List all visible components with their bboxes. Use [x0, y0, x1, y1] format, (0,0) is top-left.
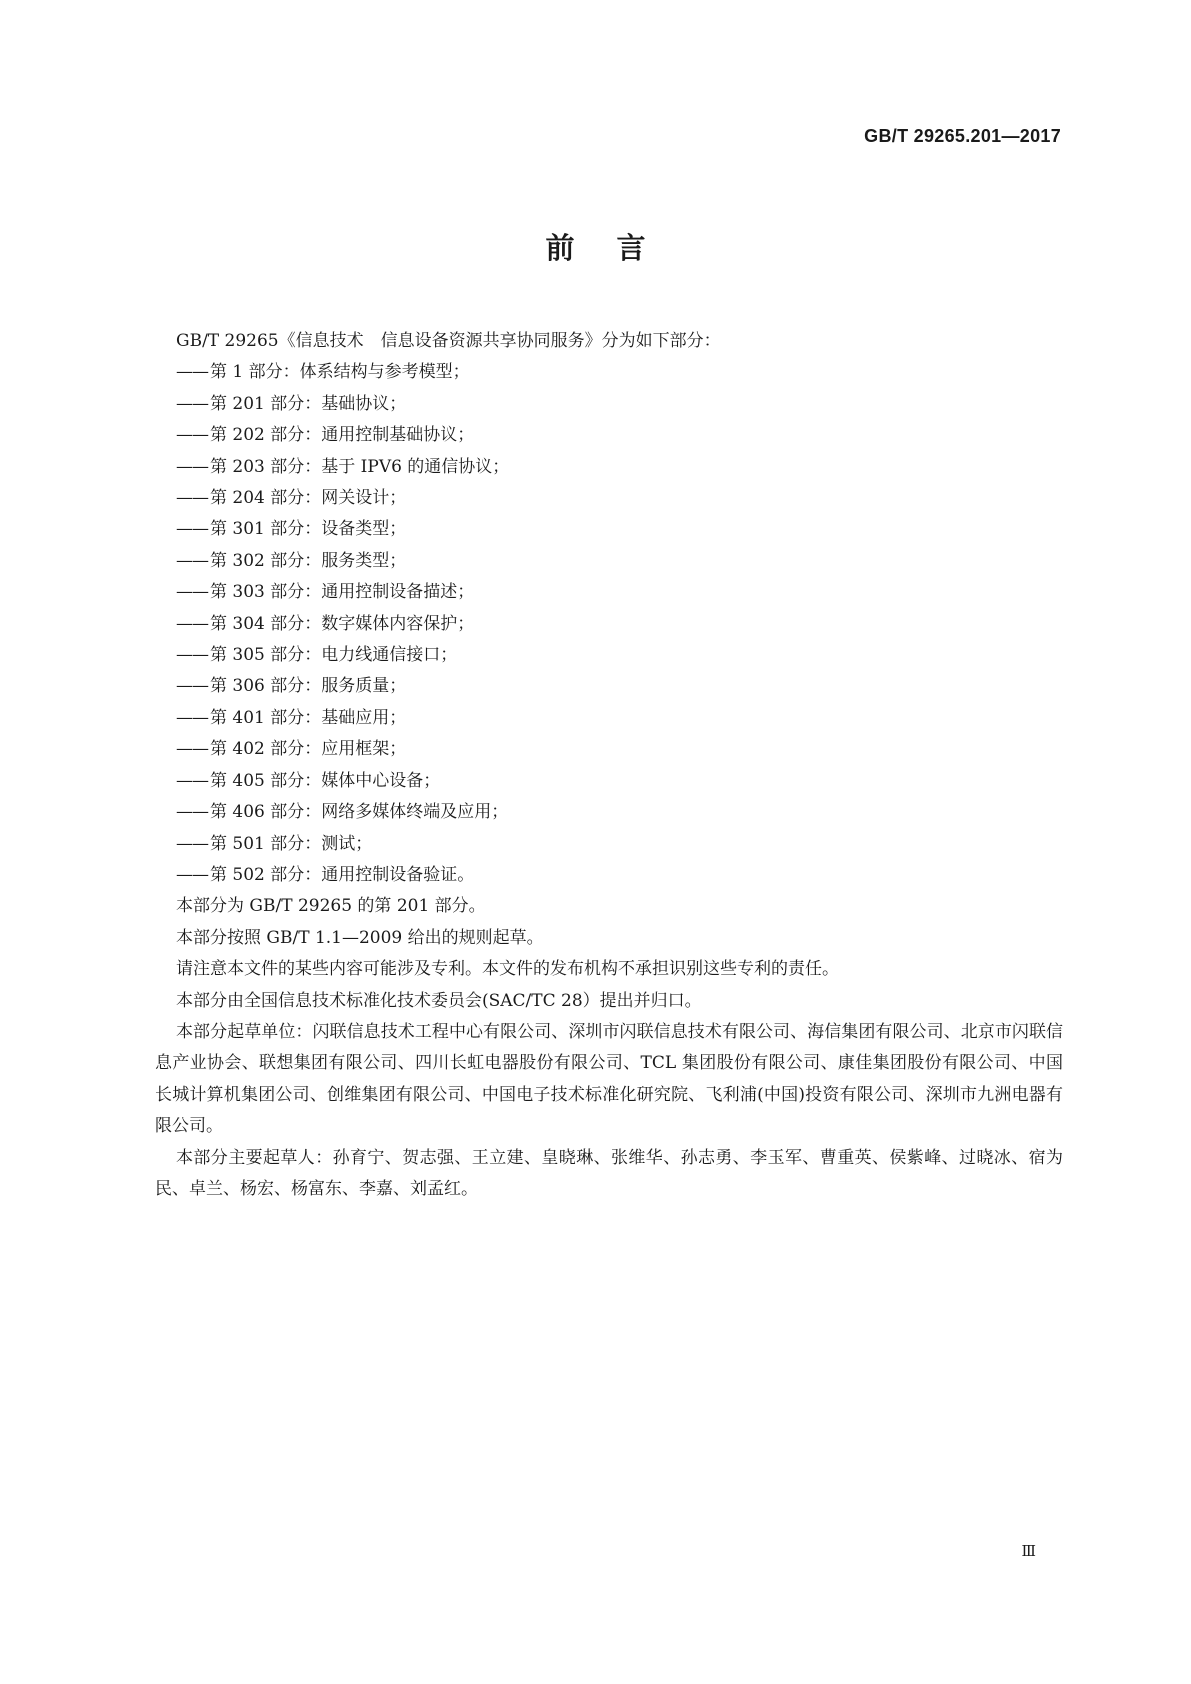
foreword-body — [155, 326, 1063, 1205]
list-item — [176, 671, 1063, 702]
page-number: Ⅲ — [1021, 1542, 1036, 1560]
list-item — [176, 389, 1063, 420]
list-dash: —— — [176, 393, 208, 414]
list-dash: —— — [176, 613, 208, 634]
part-of-statement: 本部分为 GB/T 29265 的第 201 部分。 — [176, 896, 486, 917]
list-dash: —— — [176, 582, 208, 603]
drafting-rules-statement: 本部分按照 GB/T 1.1—2009 给出的规则起草。 — [176, 927, 544, 948]
list-dash: —— — [176, 864, 208, 885]
list-item — [176, 609, 1063, 640]
list-item — [176, 452, 1063, 483]
list-item-text: 第 406 部分：网络多媒体终端及应用； — [210, 802, 509, 823]
intro-paragraph: GB/T 29265《信息技术 信息设备资源共享协同服务》分为如下部分： — [176, 331, 721, 351]
list-item-text: 第 304 部分：数字媒体内容保护； — [210, 613, 475, 634]
list-item — [176, 766, 1063, 797]
list-item-text: 第 301 部分：设备类型； — [210, 519, 407, 540]
list-item — [176, 829, 1063, 860]
list-item-text: 第 203 部分：基于 IPV6 的通信协议； — [210, 456, 510, 477]
list-item-text: 第 201 部分：基础协议； — [210, 393, 407, 414]
list-item-text: 第 502 部分：通用控制设备验证。 — [210, 864, 475, 885]
list-dash: —— — [176, 739, 208, 760]
list-item — [176, 357, 1063, 388]
list-dash: —— — [176, 707, 208, 728]
list-item-text: 第 1 部分：体系结构与参考模型； — [210, 362, 470, 383]
list-item — [176, 483, 1063, 514]
list-item-text: 第 302 部分：服务类型； — [210, 550, 407, 571]
drafting-units-paragraph: 本部分起草单位：闪联信息技术工程中心有限公司、深圳市闪联信息技术有限公司、海信集团有限公司、北京市闪联信息产业协会、联想集团有限公司、四川长虹电器股份有限公司、TCL 集团股份有限公司、康佳集团股份有限公司、中国长城计算机集团公司、创维集团有限公司、中国电子技术标准化研究院、飞利浦(中国)投资有限公司、深圳市九洲电器有限公司。 — [155, 1021, 1063, 1137]
list-dash: —— — [176, 676, 208, 697]
standard-number: GB/T 29265.201—2017 — [864, 126, 1061, 146]
list-item-text: 第 401 部分：基础应用； — [210, 707, 407, 728]
list-item — [176, 420, 1063, 451]
list-item-text: 第 305 部分：电力线通信接口； — [210, 645, 458, 666]
patent-notice: 请注意本文件的某些内容可能涉及专利。本文件的发布机构不承担识别这些专利的责任。 — [176, 959, 839, 980]
proposed-by-statement: 本部分由全国信息技术标准化技术委员会(SAC/TC 28）提出并归口。 — [176, 990, 702, 1011]
list-dash: —— — [176, 362, 208, 383]
list-dash: —— — [176, 425, 208, 446]
list-item — [176, 860, 1063, 891]
list-item-text: 第 501 部分：测试； — [210, 833, 373, 854]
list-dash: —— — [176, 550, 208, 571]
drafters-paragraph: 本部分主要起草人：孙育宁、贺志强、王立建、皇晓琳、张维华、孙志勇、李玉军、曹重英、侯紫峰、过晓冰、宿为民、卓兰、杨宏、杨富东、李嘉、刘孟红。 — [155, 1147, 1063, 1199]
list-dash: —— — [176, 645, 208, 666]
list-item — [176, 797, 1063, 828]
list-item — [176, 514, 1063, 545]
list-item-text: 第 405 部分：媒体中心设备； — [210, 770, 441, 791]
list-item-text: 第 204 部分：网关设计； — [210, 488, 407, 509]
list-dash: —— — [176, 456, 208, 477]
list-dash: —— — [176, 519, 208, 540]
list-item-text: 第 306 部分：服务质量； — [210, 676, 407, 697]
list-item — [176, 577, 1063, 608]
list-item — [176, 546, 1063, 577]
list-dash: —— — [176, 802, 208, 823]
list-item-text: 第 303 部分：通用控制设备描述； — [210, 582, 475, 603]
list-dash: —— — [176, 770, 208, 791]
list-item — [176, 734, 1063, 765]
parts-list — [176, 357, 1063, 891]
list-item — [176, 703, 1063, 734]
list-dash: —— — [176, 488, 208, 509]
list-item-text: 第 202 部分：通用控制基础协议； — [210, 425, 475, 446]
page-title: 前言 — [545, 231, 688, 265]
list-item-text: 第 402 部分：应用框架； — [210, 739, 407, 760]
list-item — [176, 640, 1063, 671]
list-dash: —— — [176, 833, 208, 854]
